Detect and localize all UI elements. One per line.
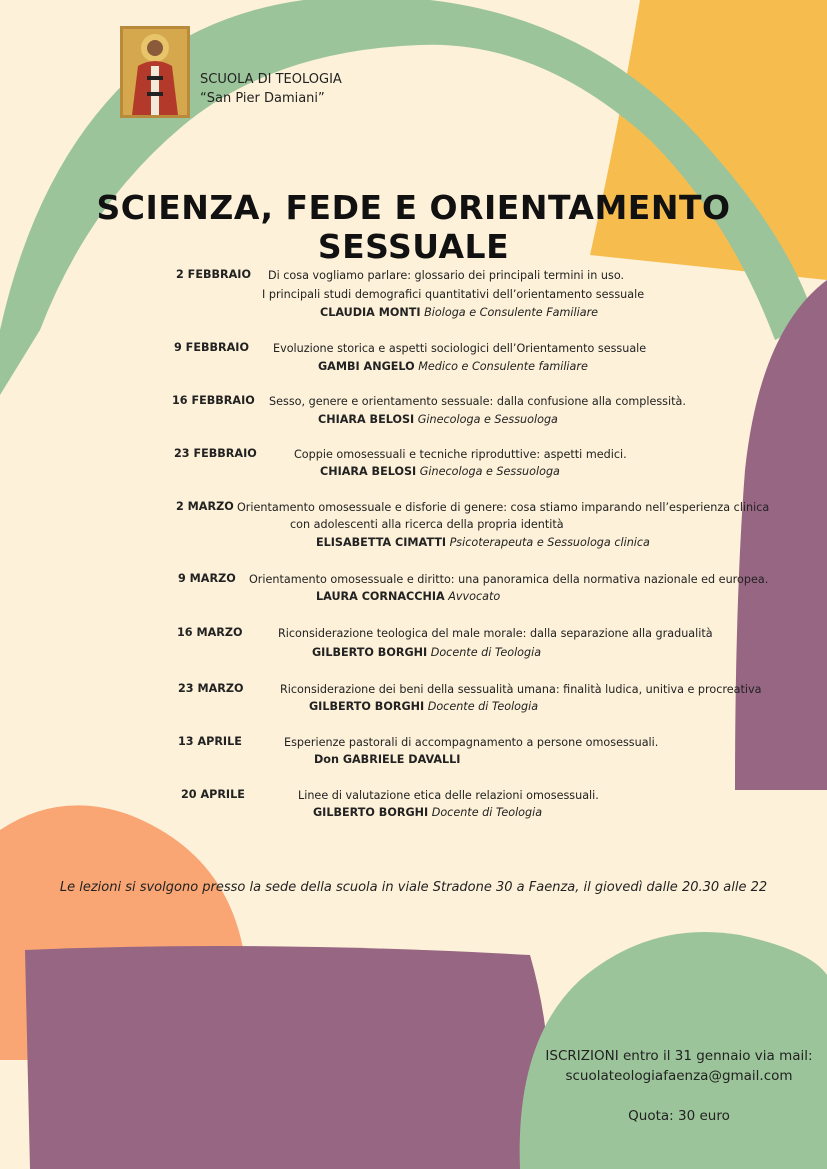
schedule-date: 9 FEBBRAIO bbox=[174, 341, 249, 354]
registration-info bbox=[540, 1046, 818, 1126]
speaker-name: ELISABETTA CIMATTI bbox=[316, 536, 446, 549]
schedule-speaker bbox=[320, 465, 560, 478]
school-line-1: SCUOLA DI TEOLOGIA bbox=[200, 72, 342, 87]
schedule-speaker bbox=[320, 306, 598, 319]
schedule-date: 16 MARZO bbox=[177, 626, 243, 639]
schedule-date: 16 FEBBRAIO bbox=[172, 394, 255, 407]
schedule-topic: Riconsiderazione teologica del male morale: dalla separazione alla gradualità bbox=[278, 627, 713, 640]
registration-deadline: ISCRIZIONI entro il 31 gennaio via mail: bbox=[545, 1048, 813, 1064]
schedule-speaker bbox=[316, 590, 500, 603]
speaker-name: GAMBI ANGELO bbox=[318, 360, 415, 373]
speaker-name: GILBERTO BORGHI bbox=[313, 806, 429, 819]
speaker-role: Avvocato bbox=[448, 590, 501, 603]
speaker-name: CHIARA BELOSI bbox=[320, 465, 417, 478]
schedule-date: 2 FEBBRAIO bbox=[176, 268, 251, 281]
schedule-topic: Orientamento omosessuale e disforie di genere: cosa stiamo imparando nell’esperienza clinica bbox=[237, 501, 770, 514]
schedule-speaker bbox=[312, 646, 541, 659]
speaker-role: Ginecologa e Sessuologa bbox=[419, 465, 560, 478]
schedule-topic: Evoluzione storica e aspetti sociologici dell’Orientamento sessuale bbox=[273, 342, 647, 355]
school-line-2: “San Pier Damiani” bbox=[200, 91, 325, 106]
schedule-date: 23 FEBBRAIO bbox=[174, 447, 257, 460]
speaker-role: Docente di Teologia bbox=[427, 700, 539, 713]
speaker-role: Psicoterapeuta e Sessuologa clinica bbox=[449, 536, 650, 549]
schedule-topic: con adolescenti alla ricerca della propria identità bbox=[290, 518, 564, 531]
schedule-topic: Linee di valutazione etica delle relazioni omosessuali. bbox=[298, 789, 599, 802]
schedule-topic: Coppie omosessuali e tecniche riproduttive: aspetti medici. bbox=[294, 448, 627, 461]
schedule-speaker bbox=[318, 360, 588, 373]
registration-fee: Quota: 30 euro bbox=[628, 1108, 730, 1124]
schedule-topic: Riconsiderazione dei beni della sessualità umana: finalità ludica, unitiva e procreativa bbox=[280, 683, 762, 696]
schedule-speaker bbox=[309, 700, 538, 713]
schedule-speaker bbox=[318, 413, 558, 426]
schedule-speaker bbox=[316, 536, 650, 549]
schedule-date: 9 MARZO bbox=[178, 572, 236, 585]
speaker-role: Docente di Teologia bbox=[430, 646, 542, 659]
school-name bbox=[200, 70, 342, 108]
speaker-name: GILBERTO BORGHI bbox=[309, 700, 425, 713]
schedule-topic: Di cosa vogliamo parlare: glossario dei principali termini in uso. bbox=[268, 269, 625, 282]
schedule-date: 2 MARZO bbox=[176, 500, 234, 513]
schedule-speaker bbox=[313, 806, 542, 819]
schedule-topic: Esperienze pastorali di accompagnamento a persone omosessuali. bbox=[284, 736, 659, 749]
purple-bottom-shape bbox=[25, 946, 550, 1169]
schedule-date: 13 APRILE bbox=[178, 735, 242, 748]
location-note: Le lezioni si svolgono presso la sede della scuola in viale Stradone 30 a Faenza, il giovedì dalle 20.30 alle 22 bbox=[59, 880, 768, 895]
schedule-topic: Sesso, genere e orientamento sessuale: dalla confusione alla complessità. bbox=[269, 395, 686, 408]
speaker-name: Don GABRIELE DAVALLI bbox=[314, 753, 461, 766]
saint-icon bbox=[120, 26, 190, 118]
speaker-role: Biologa e Consulente Familiare bbox=[424, 306, 599, 319]
speaker-name: CHIARA BELOSI bbox=[318, 413, 415, 426]
purple-right-shape bbox=[735, 280, 827, 790]
speaker-role: Docente di Teologia bbox=[431, 806, 543, 819]
speaker-name: GILBERTO BORGHI bbox=[312, 646, 428, 659]
speaker-name: CLAUDIA MONTI bbox=[320, 306, 421, 319]
registration-email[interactable]: scuolateologiafaenza@gmail.com bbox=[565, 1068, 793, 1084]
speaker-role: Medico e Consulente familiare bbox=[418, 360, 588, 373]
schedule-topic: I principali studi demografici quantitativi dell’orientamento sessuale bbox=[262, 288, 645, 301]
schedule-date: 20 APRILE bbox=[181, 788, 245, 801]
speaker-name: LAURA CORNACCHIA bbox=[316, 590, 445, 603]
page-title: SCIENZA, FEDE E ORIENTAMENTO SESSUALE bbox=[96, 188, 731, 266]
schedule-topic: Orientamento omosessuale e diritto: una panoramica della normativa nazionale ed europea. bbox=[249, 573, 769, 586]
schedule-speaker bbox=[314, 753, 460, 766]
schedule-date: 23 MARZO bbox=[178, 682, 244, 695]
speaker-role: Ginecologa e Sessuologa bbox=[417, 413, 558, 426]
